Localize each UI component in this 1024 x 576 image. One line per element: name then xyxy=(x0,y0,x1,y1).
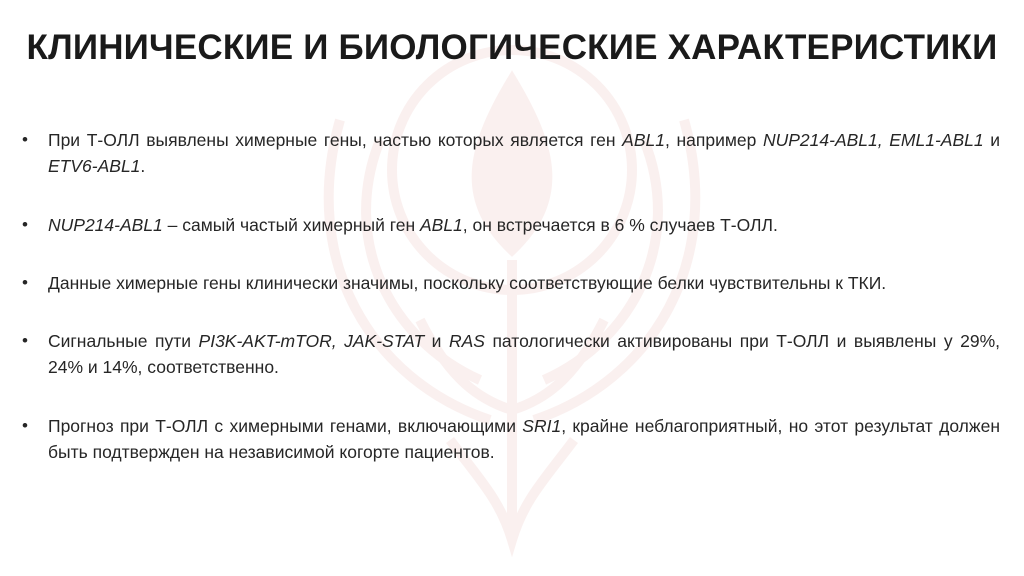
bullet-text: Данные химерные гены клинически значимы, поскольку соответствующие белки чувствительны к ТКИ. xyxy=(48,273,887,293)
bullet-text: и xyxy=(424,331,449,351)
bullet-item xyxy=(22,270,1000,296)
bullet-text: . xyxy=(140,156,146,176)
slide-title: КЛИНИЧЕСКИЕ И БИОЛОГИЧЕСКИЕ ХАРАКТЕРИСТИКИ xyxy=(26,28,998,67)
bullet-text: , крайне неблагоприятный, но этот результат должен быть подтвержден на независимой когорте пациентов. xyxy=(48,416,1000,462)
bullet-item xyxy=(22,127,1000,179)
bullet-text-italic: ETV6-ABL1 xyxy=(48,156,141,176)
bullet-list xyxy=(22,127,1000,498)
bullet-text: патологически активированы при Т-ОЛЛ и выявлены у 29%, 24% и 14%, соответственно. xyxy=(48,331,1000,377)
bullet-text-italic: NUP214-ABL1, EML1-ABL1 xyxy=(762,130,984,150)
bullet-text: и xyxy=(983,130,1000,150)
bullet-text-italic: RAS xyxy=(448,331,485,351)
bullet-marker: • xyxy=(22,273,28,292)
bullet-item xyxy=(22,328,1000,380)
bullet-text-italic: ABL1 xyxy=(419,215,463,235)
bullet-text-italic: ABL1 xyxy=(622,130,665,150)
bullet-text: Сигнальные пути xyxy=(48,331,199,351)
bullet-text-italic: SRI1 xyxy=(522,416,562,436)
bullet-text: При Т-ОЛЛ выявлены химерные гены, частью которых является ген xyxy=(48,130,623,150)
bullet-text: Прогноз при Т-ОЛЛ с химерными генами, включающими xyxy=(48,416,523,436)
bullet-text: – самый частый химерный ген xyxy=(162,215,420,235)
bullet-item xyxy=(22,413,1000,465)
bullet-text: , например xyxy=(664,130,763,150)
bullet-marker: • xyxy=(22,130,28,149)
bullet-text: , он встречается в 6 % случаев Т-ОЛЛ. xyxy=(462,215,778,235)
bullet-text-italic: NUP214-ABL1 xyxy=(48,215,163,235)
bullet-marker: • xyxy=(22,416,28,435)
bullet-item xyxy=(22,212,1000,238)
bullet-marker: • xyxy=(22,331,28,350)
bullet-text-italic: PI3K-AKT-mTOR, JAK-STAT xyxy=(198,331,425,351)
bullet-marker: • xyxy=(22,215,28,234)
